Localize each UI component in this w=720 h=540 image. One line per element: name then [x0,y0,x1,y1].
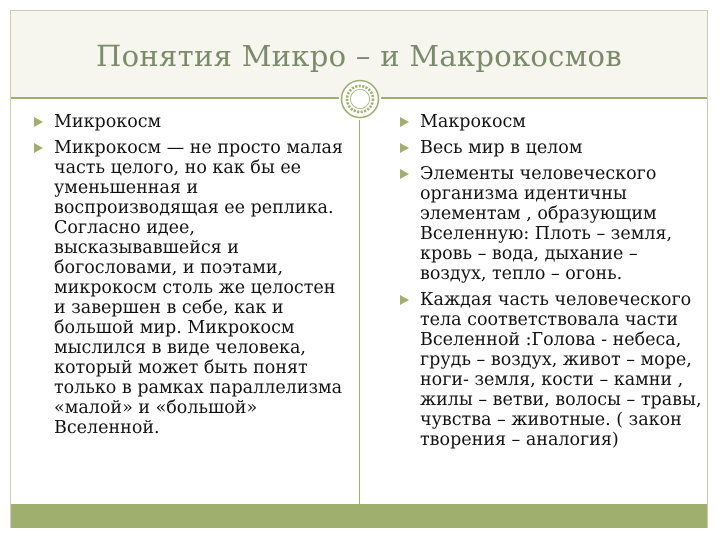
left-column [20,112,350,444]
title-rule-right [381,97,707,99]
title-rule-left [11,97,339,99]
list-item [386,138,702,158]
triangle-bullet-icon [400,117,409,127]
list-item-text: Весь мир в целом [420,138,583,158]
triangle-bullet-icon [400,295,409,305]
list-item-text: Каждая часть человеческого тела соответствовала части Вселенной :Голова - небеса, грудь – воздух, живот – море, ноги- земля, кости – камни , жилы – ветви, волосы – травы, чувства – животные. ( закон творения – аналогия) [420,290,702,450]
slide-title: Понятия Микро – и Макрокосмов [96,39,622,73]
list-item-text: Макрокосм [420,112,526,132]
triangle-bullet-icon [34,117,43,127]
triangle-bullet-icon [34,143,43,153]
triangle-bullet-icon [400,169,409,179]
triangle-bullet-icon [400,143,409,153]
list-item-text: Микрокосм [54,112,162,132]
column-divider [359,120,360,506]
right-column [386,112,702,456]
list-item-text: Элементы человеческого организма идентичны элементам , образующим Вселенную: Плоть – земля, кровь – вода, дыхание – воздух, тепло – огонь. [420,164,673,284]
list-item [386,290,702,450]
list-item-text: Микрокосм — не просто малая часть целого, но как бы ее уменьшенная и воспроизводящая ее реплика. Согласно идее, высказывавшейся и богословами, и поэтами, микрокосм столь же целостен и завершен в себе, как и большой мир. Микрокосм мыслился в виде человека, который может быть понят только в рамках параллелизма «малой» и «большой» Вселенной. [54,138,343,438]
list-item [20,138,350,438]
list-item [386,112,702,132]
list-item [386,164,702,284]
footer-bar [11,504,707,528]
list-item [20,112,350,132]
